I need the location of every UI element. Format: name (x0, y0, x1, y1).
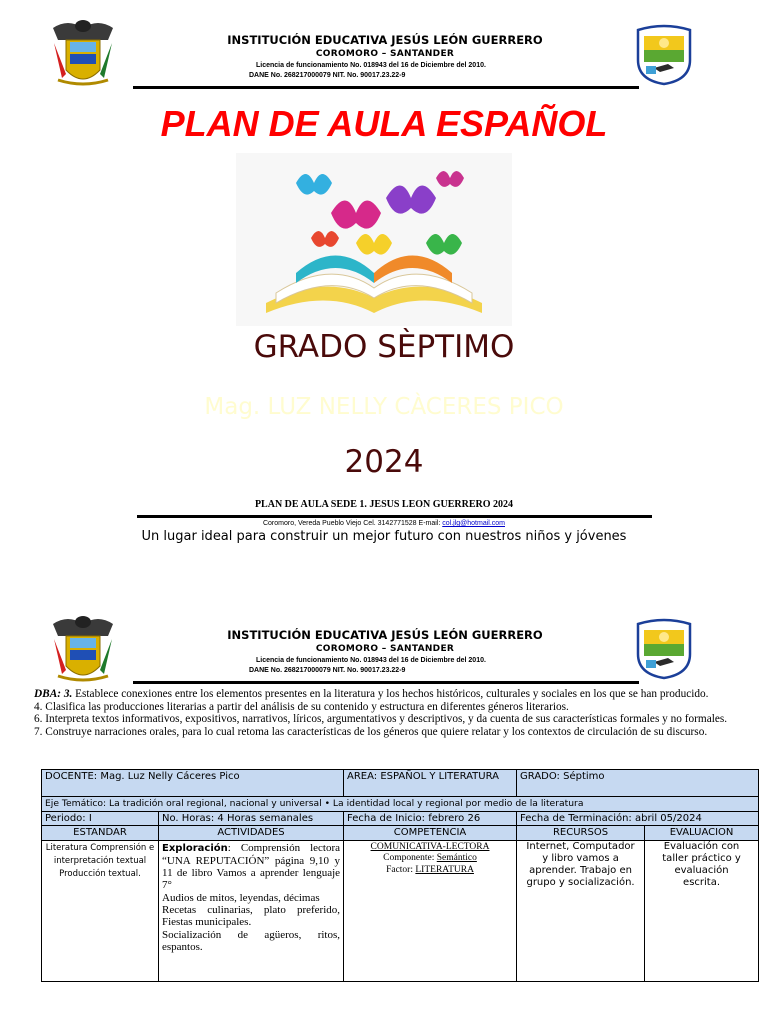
actividades-label: Exploración (162, 842, 228, 854)
institution-license: Licencia de funcionamiento No. 018943 del 16 de Diciembre del 2010. (256, 657, 486, 664)
dba-item-6: 6. Interpreta textos informativos, expositivos, narrativos, líricos, argumentativos y descriptivos, y da cuenta de sus características formales y no formales. (34, 713, 728, 725)
page-title: PLAN DE AULA ESPAÑOL (160, 103, 608, 144)
plan-table (41, 769, 759, 982)
header-competencia: COMPETENCIA (344, 826, 517, 841)
year-heading: 2024 (344, 444, 424, 480)
institution-name: INSTITUCIÓN EDUCATIVA JESÚS LEÓN GUERRERO (227, 33, 543, 47)
colombia-coat-of-arms-logo (48, 614, 118, 686)
footer-rule (137, 515, 652, 518)
actividades-cell: Exploración: Comprensión lectora “UNA REPUTACIÓN” página 9,10 y 11 de libro Vamos a aprender lenguaje 7° Audios de mitos, leyendas, décimas Recetas culinarias, plato preferido, Fiestas municipales. Socialización de agüeros, ritos, espantos. (159, 840, 344, 981)
header-rule (133, 681, 639, 684)
slogan: Un lugar ideal para construir un mejor futuro con nuestros niños y jóvenes (141, 529, 627, 544)
dba-item-7: 7. Construye narraciones orales, para lo cual retoma las características de los géneros que quiere relatar y los contextos de circulación de su discurso. (34, 725, 708, 738)
school-shield-logo (634, 618, 694, 680)
dba-item-3: DBA: 3. Establece conexiones entre los elementos presentes en la literatura y los hechos históricos, culturales y sociales en los que se han producido. (34, 688, 709, 700)
estandar-cell: Literatura Comprensión e interpretación textual Producción textual. (42, 840, 159, 981)
table-row (42, 770, 759, 797)
dba-item-4: 4. Clasifica las producciones literarias a partir del análisis de su contenido y estructura en diferentes géneros literarios. (34, 700, 569, 713)
header-estandar: ESTANDAR (42, 826, 159, 841)
horas-cell: No. Horas: 4 Horas semanales (159, 811, 344, 826)
institution-dane-nit: DANE No. 268217000079 NIT. No. 90017.23.22-9 (249, 72, 406, 79)
header-rule (133, 86, 639, 89)
fecha-terminacion-cell: Fecha de Terminación: abril 05/2024 (517, 811, 759, 826)
plan-subtitle: PLAN DE AULA SEDE 1. JESUS LEON GUERRERO 2024 (254, 499, 514, 510)
institution-city: COROMORO – SANTANDER (315, 644, 455, 654)
school-shield-logo (634, 24, 694, 86)
contact-email-link[interactable]: col.jlg@hotmail.com (442, 520, 505, 527)
table-row (42, 840, 759, 981)
institution-name: INSTITUCIÓN EDUCATIVA JESÚS LEÓN GUERRERO (227, 628, 543, 642)
table-header-row (42, 826, 759, 841)
docente-cell: DOCENTE: Mag. Luz Nelly Cáceres Pico (42, 770, 344, 797)
contact-line (0, 520, 768, 527)
evaluacion-cell: Evaluación con taller práctico y evaluación escrita. (645, 840, 759, 981)
dba-text (34, 688, 760, 738)
institution-dane-nit: DANE No. 268217000079 NIT. No. 90017.23.22-9 (249, 667, 406, 674)
header-recursos: RECURSOS (517, 826, 645, 841)
table-row (42, 811, 759, 826)
recursos-cell: Internet, Computador y libro vamos a aprender. Trabajo en grupo y socialización. (517, 840, 645, 981)
teacher-name: Mag. LUZ NELLY CÀCERES PICO (204, 394, 564, 420)
book-butterflies-illustration (236, 153, 512, 326)
colombia-coat-of-arms-logo (48, 18, 118, 90)
competencia-cell: COMUNICATIVA-LECTORA Componente: Semántico Factor: LITERATURA (344, 840, 517, 981)
institution-license: Licencia de funcionamiento No. 018943 del 16 de Diciembre del 2010. (256, 62, 486, 69)
dba-label: DBA: 3. (34, 688, 73, 700)
table-row (42, 797, 759, 812)
fecha-inicio-cell: Fecha de Inicio: febrero 26 (344, 811, 517, 826)
header-evaluacion: EVALUACION (645, 826, 759, 841)
area-cell: AREA: ESPAÑOL Y LITERATURA (344, 770, 517, 797)
institution-city: COROMORO – SANTANDER (315, 49, 455, 59)
eje-tematico-cell: Eje Temático: La tradición oral regional, nacional y universal • La identidad local y regional por medio de la literatura (42, 797, 759, 812)
periodo-cell: Periodo: I (42, 811, 159, 826)
grade-heading: GRADO SÈPTIMO (253, 329, 515, 365)
contact-address: Coromoro, Vereda Pueblo Viejo Cel. 3142771528 E-mail: (262, 520, 443, 527)
grado-cell: GRADO: Séptimo (517, 770, 759, 797)
header-actividades: ACTIVIDADES (159, 826, 344, 841)
